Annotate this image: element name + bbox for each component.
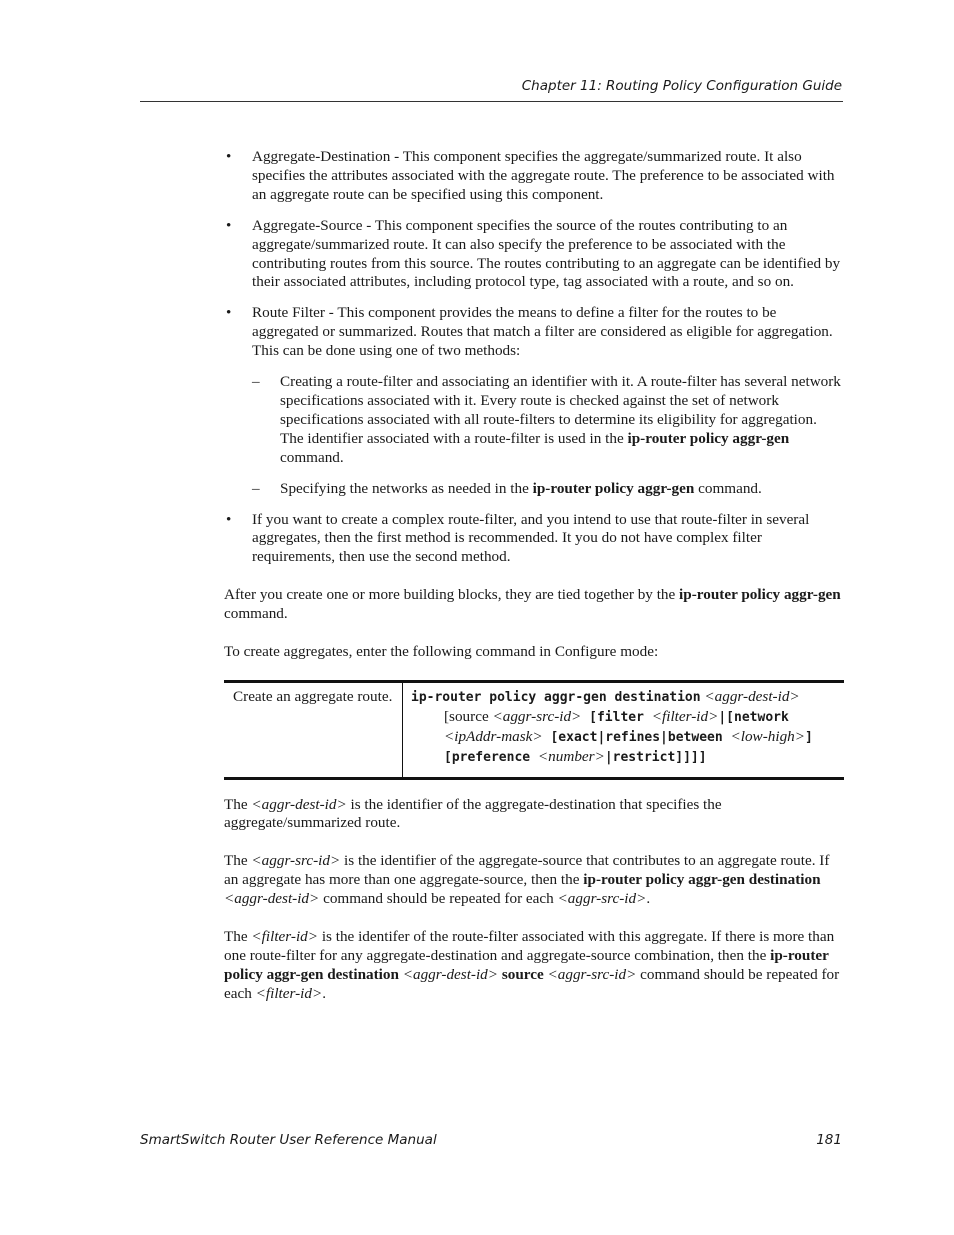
method-1-command: ip-router policy aggr-gen — [627, 429, 790, 447]
list-item — [252, 480, 844, 499]
syntax-arg: <low-high> — [730, 727, 805, 745]
syntax-line — [411, 748, 836, 768]
text: is the identifier of the aggregate-source that contributes to an aggregate route. If an aggregate has more than one aggregate-source, then the — [224, 852, 830, 889]
method-list — [252, 373, 844, 498]
para-text: After you create one or more building blocks, they are tied together by the — [224, 586, 680, 604]
syntax-keyword: ] — [805, 729, 813, 745]
method-1-text: Creating a route-filter and associating an identifier with it. A route-filter has several network specifications associated with it. Every route is checked against the set of network specifications associated with all route-filters to determine its eligibility for aggregation. The identifier associated with a route-filter is used in the — [280, 373, 841, 447]
syntax-text: [source — [444, 707, 493, 725]
syntax-line — [411, 708, 836, 728]
list-item — [224, 217, 844, 293]
syntax-keyword: |[network — [718, 709, 789, 725]
paragraph-src-id — [224, 852, 844, 909]
list-item — [224, 304, 844, 498]
para-command: ip-router policy aggr-gen — [679, 586, 841, 604]
command-syntax — [403, 683, 844, 777]
arg: <aggr-src-id> — [557, 890, 647, 908]
page-header: Chapter 11: Routing Policy Configuration Guide — [521, 78, 842, 94]
text: . — [322, 984, 327, 1002]
arg: <aggr-dest-id> — [398, 965, 499, 983]
page-body — [224, 148, 844, 1004]
syntax-arg: <number> — [537, 747, 605, 765]
list-item — [252, 373, 844, 468]
text: command should be repeated for each — [319, 890, 558, 908]
component-list — [224, 148, 844, 567]
method-2-end: command. — [694, 479, 762, 497]
arg: <filter-id> — [255, 984, 323, 1002]
list-item — [224, 148, 844, 205]
syntax-arg: <ipAddr-mask> — [444, 727, 543, 745]
para-end: command. — [224, 605, 288, 623]
bullet-text-recommendation: If you want to create a complex route-filter, and you intend to use that route-filter in several aggregates, then the first method is recommended. It you do not have complex filter requirements, then use the second method. — [252, 510, 810, 566]
syntax-keyword: [exact|refines|between — [542, 729, 731, 745]
bullet-text-route-filter: Route Filter - This component provides the means to define a filter for the routes to be aggregated or summarized. Routes that match a filter are considered as eligible for aggregation. This can be done using one of two methods: — [252, 304, 833, 360]
syntax-command: ip-router policy aggr-gen destination — [411, 689, 701, 705]
paragraph-create-aggregates: To create aggregates, enter the following command in Configure mode: — [224, 643, 659, 661]
paragraph-building-blocks — [224, 586, 844, 624]
text: The — [224, 928, 252, 946]
syntax-arg: <aggr-src-id> — [492, 707, 582, 725]
header-rule — [140, 101, 843, 102]
syntax-keyword: |restrict]]]] — [604, 749, 707, 765]
syntax-line — [411, 688, 836, 708]
arg: <aggr-src-id> — [543, 965, 637, 983]
text: is the identifier of the aggregate-destination that specifies the aggregate/summarized route. — [224, 795, 722, 832]
bullet-text-aggregate-destination: Aggregate-Destination - This component specifies the aggregate/summarized route. It also specifies the attributes associated with the aggregate route. The preference to be associated with an aggregate route can be specified using this component. — [252, 148, 835, 203]
syntax-arg: <aggr-dest-id> — [704, 687, 800, 705]
paragraph-filter-id — [224, 928, 844, 1004]
command: source — [498, 965, 544, 983]
page-number: 181 — [816, 1132, 842, 1148]
command-description: Create an aggregate route. — [224, 683, 403, 777]
method-1-end: command. — [280, 448, 344, 466]
text: . — [646, 890, 651, 908]
command: ip-router policy aggr-gen destination — [583, 871, 821, 889]
command-table — [224, 680, 844, 780]
text: The — [224, 795, 252, 813]
arg: <aggr-src-id> — [251, 852, 341, 870]
list-item — [224, 511, 844, 568]
text: is the identifer of the route-filter associated with this aggregate. If there is more than one route-filter for any aggregate-destination and aggregate-source combination, then the — [224, 928, 835, 964]
arg: <filter-id> — [251, 928, 319, 946]
paragraph-dest-id — [224, 796, 844, 834]
bullet-text-aggregate-source: Aggregate-Source - This component specifies the source of the routes contributing to an aggregate/summarized route. It can also specify the preference to be associated with the contributing routes from this source. The routes contributing to an aggregate can be identified by their associated attributes, including protocol type, tag associated with a route, and so on. — [252, 216, 841, 291]
arg: <aggr-dest-id> — [251, 795, 347, 813]
syntax-keyword: [preference — [444, 749, 538, 765]
method-2-command: ip-router policy aggr-gen — [532, 479, 695, 497]
text: command should be repeated for each — [224, 965, 840, 1002]
text: The — [224, 852, 252, 870]
syntax-keyword: [filter — [581, 709, 652, 725]
command: ip-router policy aggr-gen destination — [224, 947, 829, 983]
arg: <aggr-dest-id> — [224, 890, 320, 908]
syntax-line — [411, 728, 836, 748]
syntax-arg: <filter-id> — [651, 707, 719, 725]
footer-manual-title: SmartSwitch Router User Reference Manual — [140, 1132, 437, 1148]
method-2-text: Specifying the networks as needed in the — [280, 479, 533, 497]
